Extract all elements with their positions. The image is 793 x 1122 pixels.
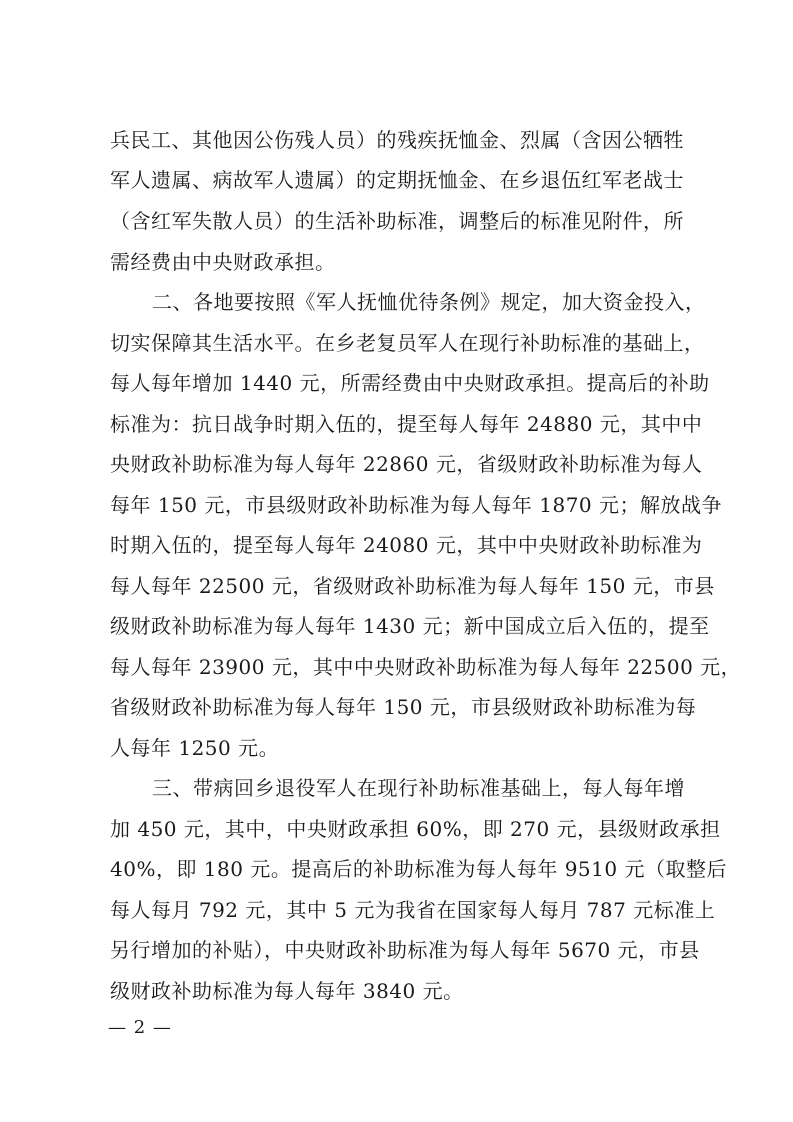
text-line: 时期入伍的，提至每人每年 24080 元，其中中央财政补助标准为 (110, 533, 703, 557)
text-line: 每人每月 792 元，其中 5 元为我省在国家每人每月 787 元标准上 (110, 898, 716, 922)
text-line: 每年 150 元，市县级财政补助标准为每人每年 1870 元；解放战争 (110, 493, 723, 517)
text-line: 每人每年 22500 元，省级财政补助标准为每人每年 150 元，市县 (110, 574, 715, 598)
text-line: 加 450 元，其中，中央财政承担 60%，即 270 元，县级财政承担 (110, 817, 721, 841)
text-line: 每人每年增加 1440 元，所需经费由中央财政承担。提高后的补助 (110, 371, 710, 395)
text-line: 级财政补助标准为每人每年 1430 元；新中国成立后入伍的，提至 (110, 614, 710, 638)
text-line: 需经费由中央财政承担。 (110, 250, 336, 274)
text-line: 切实保障其生活水平。在乡老复员军人在现行补助标准的基础上， (110, 331, 705, 355)
text-line: 人每年 1250 元。 (110, 736, 280, 760)
text-line: （含红军失散人员）的生活补助标准，调整后的标准见附件，所 (110, 209, 684, 233)
paragraph-3-start: 三、带病回乡退役军人在现行补助标准基础上，每人每年增 (152, 776, 685, 800)
paragraph-2-start: 二、各地要按照《军人抚恤优待条例》规定，加大资金投入， (152, 290, 706, 314)
text-line: 另行增加的补贴），中央财政补助标准为每人每年 5670 元，市县 (110, 938, 700, 962)
page-number: — 2 — (108, 1017, 172, 1038)
text-line: 省级财政补助标准为每人每年 150 元，市县级财政补助标准为每 (110, 695, 697, 719)
text-line: 级财政补助标准为每人每年 3840 元。 (110, 979, 464, 1003)
text-line: 每人每年 23900 元，其中中央财政补助标准为每人每年 22500 元， (110, 655, 742, 679)
text-line: 军人遗属、病故军人遗属）的定期抚恤金、在乡退伍红军老战士 (110, 168, 684, 192)
text-line: 40%，即 180 元。提高后的补助标准为每人每年 9510 元（取整后 (110, 857, 727, 881)
text-line: 兵民工、其他因公伤残人员）的残疾抚恤金、烈属（含因公牺牲 (110, 128, 684, 152)
text-line: 央财政补助标准为每人每年 22860 元，省级财政补助标准为每人 (110, 452, 703, 476)
text-line: 标准为：抗日战争时期入伍的，提至每人每年 24880 元，其中中 (110, 412, 703, 436)
